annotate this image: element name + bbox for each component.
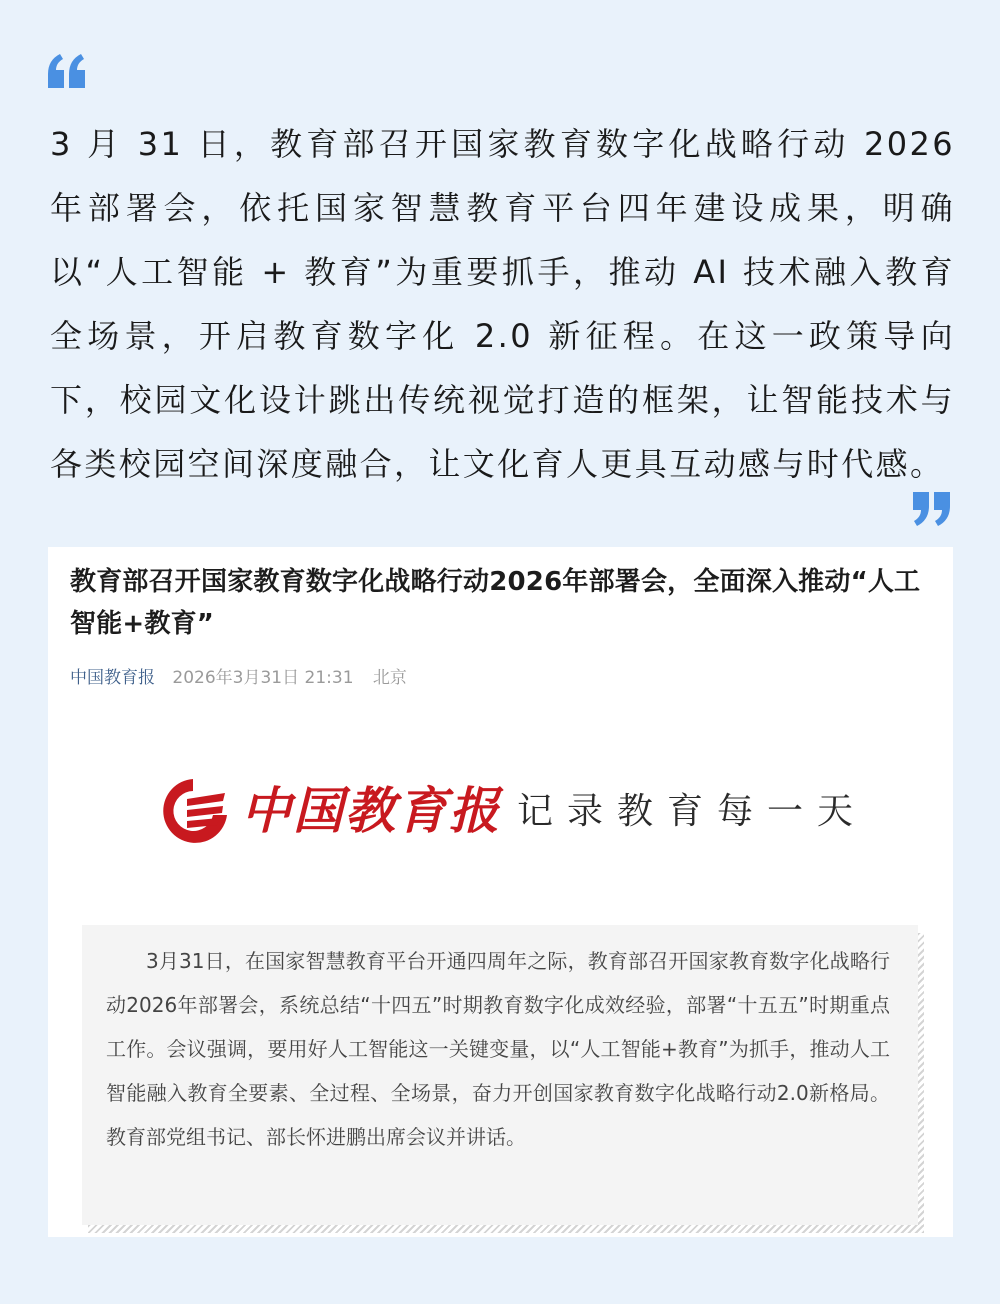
open-quote-icon xyxy=(46,52,88,90)
intro-paragraph: 3 月 31 日，教育部召开国家教育数字化战略行动 2026 年部署会，依托国家智慧教育平台四年建设成果，明确以“人工智能 + 教育”为重要抓手，推动 AI 技术融入教育全场景，开启教育数字化 2.0 新征程。在这一政策导向下，校园文化设计跳出传统视觉打造的框架，让智能技术与各类校园空间深度融合，让文化育人更具互动感与时代感。 xyxy=(50,125,955,483)
article-headline[interactable]: 教育部召开国家教育数字化战略行动2026年部署会，全面深入推动“人工智能+教育” xyxy=(70,567,921,639)
article-card[interactable] xyxy=(48,547,953,1237)
article-source[interactable]: 中国教育报 xyxy=(70,668,155,688)
article-location: 北京 xyxy=(372,668,407,688)
newspaper-slogan: 记录教育每一天 xyxy=(517,791,868,832)
article-meta xyxy=(70,663,407,688)
article-date: 2026年3月31日 21:31 xyxy=(172,668,354,688)
newspaper-banner xyxy=(153,769,873,859)
newspaper-logo-icon xyxy=(153,775,233,847)
newspaper-logo-text: 中国教育报 xyxy=(241,781,501,840)
close-quote-icon xyxy=(910,490,952,528)
article-excerpt: 3月31日，在国家智慧教育平台开通四周年之际，教育部召开国家教育数字化战略行动2026年部署会，系统总结“十四五”时期教育数字化成效经验，部署“十五五”时期重点工作。会议强调，要用好人工智能这一关键变量，以“人工智能+教育”为抓手，推动人工智能融入教育全要素、全过程、全场景，奋力开创国家教育数字化战略行动2.0新格局。教育部党组书记、部长怀进鹏出席会议并讲话。 xyxy=(106,949,890,1149)
article-excerpt-box xyxy=(82,925,918,1225)
